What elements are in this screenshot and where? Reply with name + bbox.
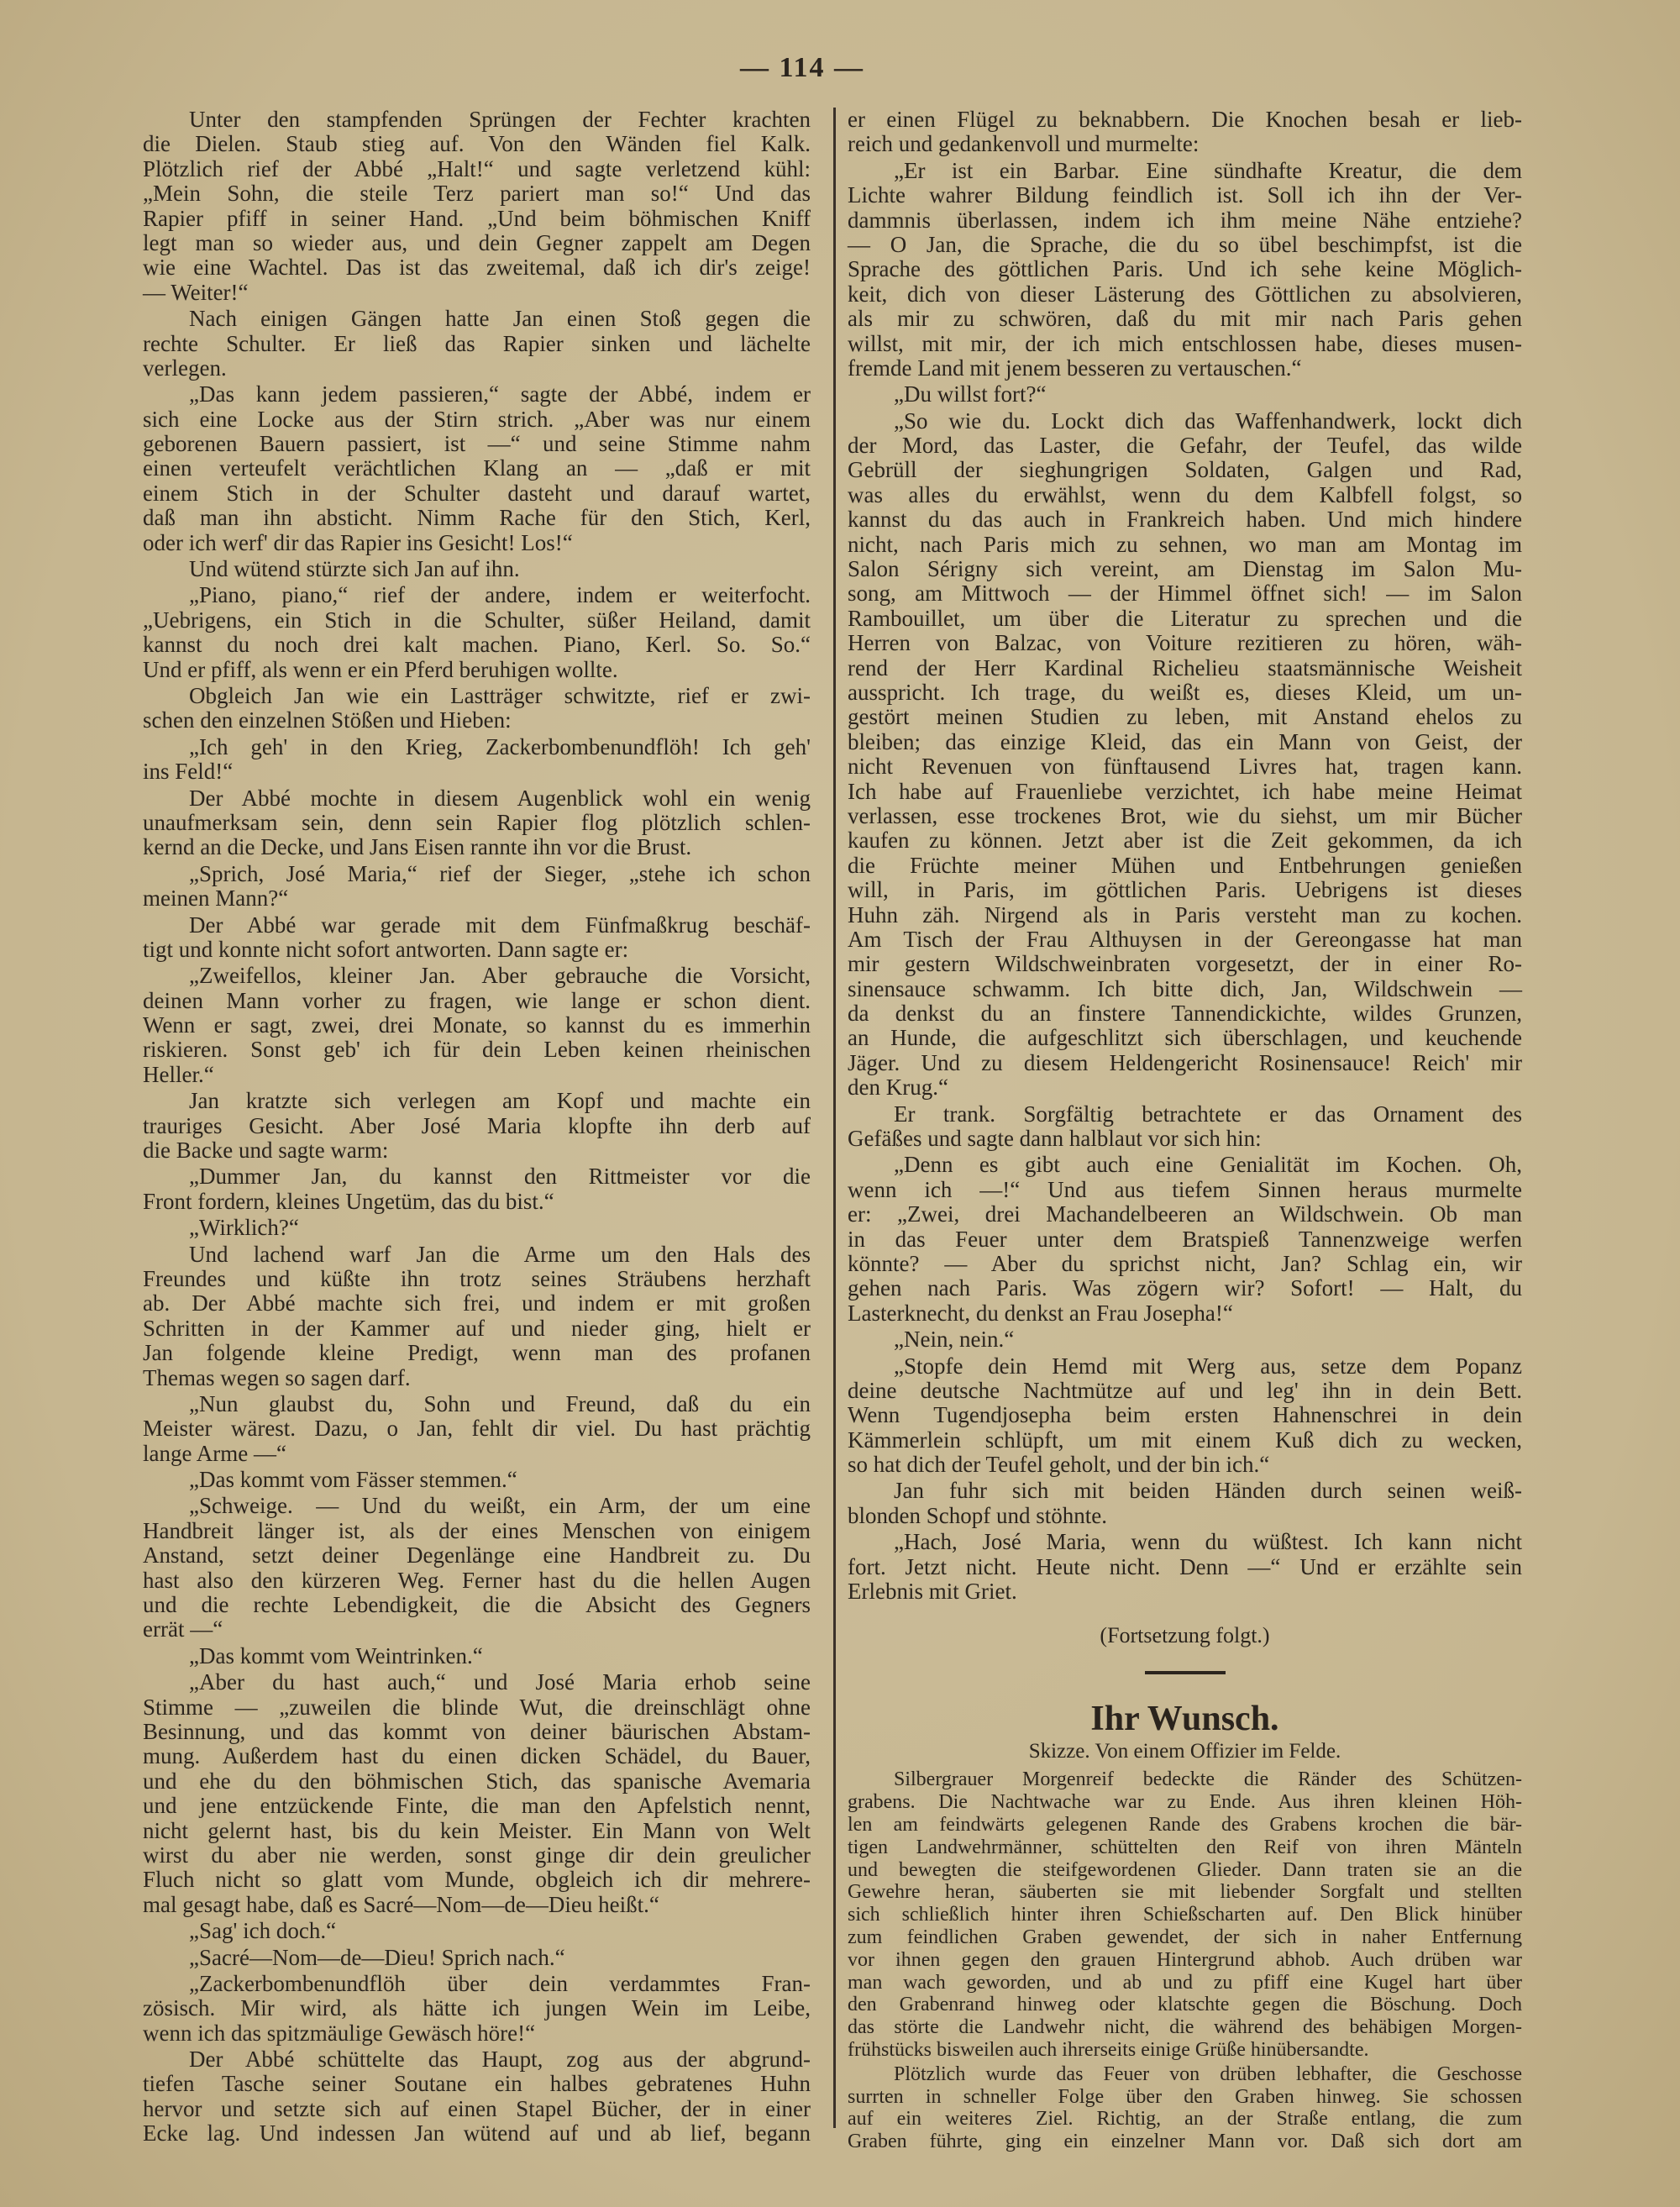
text-line: einen verteufelt verächtlichen Klang an — „daß er mit xyxy=(143,455,811,481)
text-line: „Hach, José Maria, wenn du wüßtest. Ich kann nicht xyxy=(894,1529,1522,1555)
text-line: Besinnung, und das kommt von deiner bäurischen Abstam- xyxy=(143,1719,811,1744)
text-line: legt man so wieder aus, und dein Gegner zappelt am Degen xyxy=(143,229,811,255)
story1-continuation xyxy=(848,108,1522,1604)
text-line: dammnis überlassen, indem ich ihm meine Nähe entziehe? xyxy=(848,207,1522,233)
text-line: „Mein Sohn, die steile Terz pariert man so!“ Und das xyxy=(143,181,811,207)
text-line: „So wie du. Lockt dich das Waffenhandwerk, lockt dich xyxy=(894,407,1522,434)
paragraph xyxy=(143,684,811,733)
text-line: Gewehre heran, säuberten sie mit liebender Sorgfalt und stellten xyxy=(848,1881,1522,1904)
paragraph xyxy=(143,913,811,963)
text-line: die Backe und sagte warm: xyxy=(143,1138,389,1164)
paragraph xyxy=(143,583,811,682)
text-line: Jan folgende kleine Predigt, wenn man des profanen xyxy=(143,1340,811,1366)
text-line: zösisch. Mir wird, als hätte ich jungen Wein im Leibe, xyxy=(143,1995,811,2021)
paragraph xyxy=(143,1216,811,1240)
text-line: als mir zu schwören, daß du mit mir nach Paris gehen xyxy=(848,306,1522,332)
text-line: „Du willst fort?“ xyxy=(894,381,1047,407)
text-line: so hat dich der Teufel geholt, und der bin ich.“ xyxy=(848,1452,1270,1478)
text-line: wirst du aber nie werden, sonst ginge dir dein greulicher xyxy=(143,1842,811,1868)
text-line: ins Feld!“ xyxy=(143,759,234,785)
text-line: „Uebrigens, ein Stich in die Schulter, süßer Heiland, damit xyxy=(143,607,811,633)
text-line: wenn ich —!“ Und aus tiefem Sinnen heraus murmelte xyxy=(848,1176,1522,1202)
paragraph xyxy=(848,1153,1522,1326)
paragraph xyxy=(143,1946,811,1970)
text-line: rend der Herr Kardinal Richelieu staatsmännische Weisheit xyxy=(848,654,1522,680)
text-line: keit, dich von dieser Lästerung des Göttlichen zu absolvieren, xyxy=(848,281,1522,307)
text-line: sich schließlich hinter ihren Schießscharten auf. Den Blick hinüber xyxy=(848,1904,1522,1926)
text-line: oder ich werf' dir das Rapier ins Gesicht! Los!“ xyxy=(143,529,573,555)
text-line: surrten in schneller Folge über den Graben hinweg. Sie schossen xyxy=(848,2085,1522,2108)
paragraph xyxy=(143,1972,811,2046)
text-line: und die rechte Lebendigkeit, die die Absicht des Gegners xyxy=(143,1592,811,1618)
text-line: Meister wärest. Dazu, o Jan, fehlt dir viel. Du hast prächtig xyxy=(143,1416,811,1442)
text-line: „Das kommt vom Weintrinken.“ xyxy=(189,1642,483,1668)
paragraph xyxy=(143,1392,811,1466)
paragraph xyxy=(143,108,811,305)
paragraph xyxy=(143,307,811,381)
paragraph xyxy=(143,1494,811,1642)
text-line: nicht Revenuen von fünftausend Livres hat, tragen kann. xyxy=(848,754,1522,780)
text-line: Wenn er sagt, zwei, drei Monate, so kannst du es immerhin xyxy=(143,1012,811,1038)
paragraph xyxy=(848,1530,1522,1604)
text-line: was alles du erwählst, wenn du dem Kalbfell folgst, so xyxy=(848,481,1522,507)
text-line: rechte Schulter. Er ließ das Rapier sinken und lächelte xyxy=(143,330,811,356)
text-line: gehen nach Paris. Was zögern wir? Sofort! — Halt, du xyxy=(848,1275,1522,1301)
text-line: — Weiter!“ xyxy=(143,279,249,305)
text-line: tiefen Tasche seiner Soutane ein halbes gebratenes Huhn xyxy=(143,2071,811,2097)
text-line: „Sag' ich doch.“ xyxy=(189,1918,337,1944)
text-line: Jäger. Und zu diesem Heldengericht Rosinensauce! Reich' mir xyxy=(848,1049,1522,1075)
text-line: Front fordern, kleines Ungetüm, das du bist.“ xyxy=(143,1188,554,1214)
text-line: Jan kratzte sich verlegen am Kopf und machte ein xyxy=(189,1088,811,1114)
text-line: Der Abbé war gerade mit dem Fünfmaßkrug beschäf- xyxy=(189,912,811,938)
paragraph xyxy=(143,964,811,1087)
text-line: Lasterknecht, du denkst an Frau Josepha!“ xyxy=(848,1300,1233,1326)
text-line: „Sacré—Nom—de—Dieu! Sprich nach.“ xyxy=(189,1944,565,1970)
paragraph xyxy=(848,409,1522,1101)
paragraph xyxy=(848,1327,1522,1352)
text-line: hervor und setzte sich auf einen Stapel Bücher, der in einer xyxy=(143,2095,811,2121)
text-line: auf ein weiteres Ziel. Richtig, an der Straße entlang, die zum xyxy=(848,2108,1522,2131)
story-title: Ihr Wunsch. xyxy=(1090,1700,1279,1739)
text-line: „Nun glaubst du, Sohn und Freund, daß du ein xyxy=(189,1390,811,1416)
text-line: Jan fuhr sich mit beiden Händen durch seinen weiß- xyxy=(894,1478,1522,1504)
text-line: willst, mit mir, der ich mich entschlossen habe, dieses musen- xyxy=(848,330,1522,356)
text-line: Anstand, setzt deiner Degenlänge eine Handbreit zu. Du xyxy=(143,1542,811,1569)
text-line: Gefäßes und sagte dann halblaut vor sich hin: xyxy=(848,1126,1262,1152)
paragraph xyxy=(143,2047,811,2147)
text-line: „Stopfe dein Hemd mit Werg aus, setze dem Popanz xyxy=(894,1353,1522,1379)
text-line: „Das kann jedem passieren,“ sagte der Abbé, indem er xyxy=(189,381,811,407)
paragraph xyxy=(848,1354,1522,1478)
text-line: Herren von Balzac, von Voiture rezitieren zu hören, wäh- xyxy=(848,630,1522,656)
text-line: und ehe du den böhmischen Stich, das spanische Avemaria xyxy=(143,1768,811,1794)
text-line: tigen Landwehrmänner, schüttelten den Reif von ihren Mänteln xyxy=(848,1836,1522,1858)
text-line: Er trank. Sorgfältig betrachtete er das Ornament des xyxy=(894,1101,1522,1127)
paragraph xyxy=(143,1468,811,1492)
text-line: „Ich geh' in den Krieg, Zackerbombenundflöh! Ich geh' xyxy=(189,733,811,759)
text-line: hast also den kürzeren Weg. Ferner hast du die hellen Augen xyxy=(143,1567,811,1593)
text-line: schen den einzelnen Stößen und Hieben: xyxy=(143,707,512,733)
text-line: Plötzlich wurde das Feuer von drüben lebhafter, die Geschosse xyxy=(894,2062,1522,2085)
text-line: len am feindwärts gelegenen Rande des Grabens krochen die bär- xyxy=(848,1814,1522,1837)
paragraph xyxy=(848,108,1522,157)
text-line: Fluch nicht so glatt vom Munde, obgleich ich dir mehrere- xyxy=(143,1867,811,1893)
left-column xyxy=(143,108,811,2148)
text-line: riskieren. Sonst geb' ich für dein Leben keinen rheinischen xyxy=(143,1037,811,1063)
text-line: Huhn zäh. Nirgend als in Paris versteht man zu kochen. xyxy=(848,901,1522,927)
text-line: — O Jan, die Sprache, die du so übel beschimpfst, ist die xyxy=(848,231,1522,257)
text-line: einem Stich in der Schulter dasteht und darauf wartet, xyxy=(143,480,811,506)
text-line: nicht, nach Paris mich zu sehnen, wo man am Montag im xyxy=(848,531,1522,557)
text-line: das störte die Landwehr nicht, die während des behäbigen Morgen- xyxy=(848,2016,1522,2039)
text-line: kaufen zu können. Jetzt aber ist die Zeit gekommen, da ich xyxy=(848,828,1522,854)
text-line: Sprache des göttlichen Paris. Und ich sehe keine Möglich- xyxy=(848,256,1522,282)
text-line: reich und gedankenvoll und murmelte: xyxy=(848,131,1200,157)
text-line: trauriges Gesicht. Aber José Maria klopfte ihn derb auf xyxy=(143,1112,811,1138)
text-line: grabens. Die Nachtwache war zu Ende. Aus ihren kleinen Höh- xyxy=(848,1791,1522,1814)
text-line: „Sprich, José Maria,“ rief der Sieger, „stehe ich schon xyxy=(189,860,811,886)
text-line: nicht gelernt hast, bis du kein Meister. Ein Mann von Welt xyxy=(143,1817,811,1843)
text-line: Rapier pfiff in seiner Hand. „Und beim böhmischen Kniff xyxy=(143,205,811,231)
text-line: tigt und konnte nicht sofort antworten. Dann sagte er: xyxy=(143,936,629,962)
paragraph xyxy=(848,1479,1522,1528)
text-line: „Aber du hast auch,“ und José Maria erhob seine xyxy=(189,1669,811,1695)
text-line: Themas wegen so sagen darf. xyxy=(143,1364,411,1390)
story-subtitle: Skizze. Von einem Offizier im Felde. xyxy=(1028,1740,1341,1763)
text-line: unaufmerksam sein, denn sein Rapier flog plötzlich schlen- xyxy=(143,809,811,835)
text-line: wenn ich das spitzmäulige Gewäsch höre!“ xyxy=(143,2020,536,2046)
paragraph xyxy=(143,862,811,912)
paragraph xyxy=(143,1919,811,1943)
text-line: ausspricht. Ich trage, du weißt es, dieses Kleid, um un- xyxy=(848,679,1522,705)
text-line: fort. Jetzt nicht. Heute nicht. Denn —“ Und er erzählte sein xyxy=(848,1553,1522,1579)
text-line: Plötzlich rief der Abbé „Halt!“ und sagte verletzend kühl: xyxy=(143,155,811,181)
text-line: mal gesagt habe, daß es Sacré—Nom—de—Dieu heißt.“ xyxy=(143,1891,659,1917)
text-line: kannst du das auch in Frankreich haben. Und mich hindere xyxy=(848,507,1522,533)
text-line: die Dielen. Staub stieg auf. Von den Wänden fiel Kalk. xyxy=(143,131,811,157)
text-line: Obgleich Jan wie ein Lastträger schwitzte, rief er zwi- xyxy=(189,682,811,708)
text-line: den Grabenrand hinweg oder klatschte gegen die Böschung. Doch xyxy=(848,1994,1522,2016)
text-line: Erlebnis mit Griet. xyxy=(848,1579,1017,1605)
text-line: gestört meinen Studien zu leben, mit Anstand ehelos zu xyxy=(848,704,1522,730)
text-line: Graben führte, ging ein einzelner Mann vor. Daß sich dort am xyxy=(848,2131,1522,2153)
story2-body xyxy=(848,1768,1522,2153)
text-line: sinensauce schwamm. Ich bitte dich, Jan, Wildschwein — xyxy=(848,975,1522,1001)
column-divider xyxy=(833,108,836,2128)
text-line: verlegen. xyxy=(143,355,227,381)
text-line: Lichte wahrer Bildung feindlich ist. Soll ich ihn der Ver- xyxy=(848,182,1522,208)
text-line: sich eine Locke aus der Stirn strich. „Aber was nur einem xyxy=(143,406,811,432)
text-line: Salon Sérigny sich vereint, am Dienstag im Salon Mu- xyxy=(848,556,1522,582)
text-line: deinen Mann vorher zu fragen, wie lange er schon dient. xyxy=(143,987,811,1013)
text-line: meinen Mann?“ xyxy=(143,885,289,912)
text-line: lange Arme —“ xyxy=(143,1440,286,1466)
text-line: Rambouillet, um über die Literatur zu sprechen und die xyxy=(848,605,1522,631)
text-line: blonden Schopf und stöhnte. xyxy=(848,1502,1107,1528)
text-line: „Zackerbombenundflöh über dein verdammtes Fran- xyxy=(189,1970,811,1996)
paragraph xyxy=(848,1768,1522,2061)
text-line: daß man ihn absticht. Nimm Rache für den Stich, Kerl, xyxy=(143,505,811,531)
text-line: song, am Mittwoch — der Himmel öffnet sich! — im Salon xyxy=(848,581,1522,607)
text-line: „Denn es gibt auch eine Genialität im Kochen. Oh, xyxy=(894,1152,1522,1178)
text-line: Und lachend warf Jan die Arme um den Hals des xyxy=(189,1241,811,1267)
page-number: — 114 — xyxy=(739,52,865,83)
text-line: „Zweifellos, kleiner Jan. Aber gebrauche die Vorsicht, xyxy=(189,963,811,989)
text-line: da denkst du an finstere Tannendickichte, wildes Grunzen, xyxy=(848,1001,1522,1027)
text-line: Und wütend stürzte sich Jan auf ihn. xyxy=(189,556,520,582)
text-line: Schritten in der Kammer auf und nieder ging, hielt er xyxy=(143,1315,811,1341)
text-line: geborenen Bauern passiert, ist —“ und seine Stimme nahm xyxy=(143,431,811,457)
text-line: man wach geworden, und ab und zu pfiff eine Kugel hart über xyxy=(848,1971,1522,1994)
paragraph xyxy=(143,557,811,581)
continuation-note: (Fortsetzung folgt.) xyxy=(1100,1623,1270,1648)
text-line: Der Abbé schüttelte das Haupt, zog aus der abgrund- xyxy=(189,2047,811,2073)
text-line: und jene entzückende Finte, die man den Apfelstich nennt, xyxy=(143,1793,811,1819)
paragraph xyxy=(848,1102,1522,1152)
paragraph xyxy=(848,2063,1522,2153)
text-line: Wenn Tugendjosepha beim ersten Hahnenschrei in dein xyxy=(848,1402,1522,1428)
paragraph xyxy=(143,786,811,860)
paragraph xyxy=(143,382,811,555)
text-line: kannst du noch drei kalt machen. Piano, Kerl. So. So.“ xyxy=(143,632,811,658)
text-line: „Dummer Jan, du kannst den Rittmeister vor die xyxy=(189,1164,811,1190)
paragraph xyxy=(143,1164,811,1214)
text-line: mir gestern Wildschweinbraten vorgesetzt, der in einer Ro- xyxy=(848,951,1522,977)
paragraph xyxy=(848,159,1522,381)
text-line: Handbreit länger ist, als der eines Menschen von einigem xyxy=(143,1517,811,1543)
text-line: und bewegten die steifgewordenen Glieder. Dann traten sie an die xyxy=(848,1858,1522,1881)
text-line: Heller.“ xyxy=(143,1061,214,1087)
paragraph xyxy=(143,1670,811,1917)
text-line: „Das kommt vom Fässer stemmen.“ xyxy=(189,1467,517,1493)
text-line: der Mord, das Laster, die Gefahr, der Teufel, das wilde xyxy=(848,433,1522,459)
text-line: Am Tisch der Frau Althuysen in der Gereongasse hat man xyxy=(848,926,1522,952)
text-line: errät —“ xyxy=(143,1616,223,1642)
text-line: den Krug.“ xyxy=(848,1075,948,1101)
text-line: Und er pfiff, als wenn er ein Pferd beruhigen wollte. xyxy=(143,656,618,682)
paragraph xyxy=(143,735,811,785)
text-line: er: „Zwei, drei Machandelbeeren an Wildschwein. Ob man xyxy=(848,1201,1522,1227)
text-line: verlassen, esse trockenes Brot, wie du siehst, um mir Bücher xyxy=(848,802,1522,828)
text-line: frühstücks bisweilen auch ihrerseits einige Grüße hinübersandte. xyxy=(848,2039,1369,2061)
section-rule xyxy=(1145,1671,1226,1674)
text-line: vor ihnen gegen den grauen Hintergrund abhob. Auch drüben war xyxy=(848,1948,1522,1971)
text-line: in das Feuer unter dem Bratspieß Tannenzweige werfen xyxy=(848,1226,1522,1252)
paragraph xyxy=(848,382,1522,407)
text-line: er einen Flügel zu beknabbern. Die Knochen besah er lieb- xyxy=(848,107,1522,132)
text-line: Ecke lag. Und indessen Jan wütend auf und ab lief, begann xyxy=(143,2120,811,2147)
text-line: an Hunde, die aufgeschlitzt sich überschlagen, und keuchende xyxy=(848,1025,1522,1051)
text-line: Ich habe auf Frauenliebe verzichtet, ich habe meine Heimat xyxy=(848,778,1522,804)
text-line: deine deutsche Nachtmütze auf und leg' ihn in dein Bett. xyxy=(848,1377,1522,1403)
text-line: will, in Paris, im göttlichen Paris. Uebrigens ist dieses xyxy=(848,877,1522,903)
text-line: „Wirklich?“ xyxy=(189,1215,299,1241)
text-line: fremde Land mit jenem besseren zu vertauschen.“ xyxy=(848,355,1302,381)
text-line: Unter den stampfenden Sprüngen der Fechter krachten xyxy=(189,107,811,132)
text-line: „Schweige. — Und du weißt, ein Arm, der um eine xyxy=(189,1493,811,1519)
text-line: „Piano, piano,“ rief der andere, indem er weiterfocht. xyxy=(189,582,811,608)
text-line: kernd an die Decke, und Jans Eisen rannte ihn vor die Brust. xyxy=(143,834,692,860)
text-line: die Früchte meiner Mühen und Entbehrungen genießen xyxy=(848,852,1522,878)
text-line: Freundes und küßte ihn trotz seines Sträubens herzhaft xyxy=(143,1265,811,1291)
text-line: Nach einigen Gängen hatte Jan einen Stoß gegen die xyxy=(189,306,811,332)
text-line: mung. Außerdem hast du einen dicken Schädel, du Bauer, xyxy=(143,1743,811,1769)
text-line: „Nein, nein.“ xyxy=(894,1327,1015,1353)
text-line: Gebrüll der sieghungrigen Soldaten, Galgen und Rad, xyxy=(848,457,1522,483)
text-line: zum feindlichen Graben gewendet, der sich in naher Entfernung xyxy=(848,1926,1522,1949)
right-column xyxy=(848,108,1522,2155)
text-line: Stimme — „zuweilen die blinde Wut, die dreinschlägt ohne xyxy=(143,1694,811,1720)
text-line: bleiben; das einzige Kleid, das ein Mann von Geist, der xyxy=(848,728,1522,754)
text-line: Silbergrauer Morgenreif bedeckte die Ränder des Schützen- xyxy=(894,1768,1522,1791)
text-line: „Er ist ein Barbar. Eine sündhafte Kreatur, die dem xyxy=(894,157,1522,183)
paragraph xyxy=(143,1644,811,1668)
text-line: ab. Der Abbé machte sich frei, und indem er mit großen xyxy=(143,1290,811,1316)
text-line: wie eine Wachtel. Das ist das zweitemal, daß ich dir's zeige! xyxy=(143,255,811,281)
text-line: könnte? — Aber du sprichst nicht, Jan? Schlag ein, wir xyxy=(848,1250,1522,1276)
paragraph xyxy=(143,1243,811,1390)
paragraph xyxy=(143,1089,811,1163)
text-line: Kämmerlein schlüpft, um mit einem Kuß dich zu wecken, xyxy=(848,1427,1522,1453)
text-line: Der Abbé mochte in diesem Augenblick wohl ein wenig xyxy=(189,785,811,811)
